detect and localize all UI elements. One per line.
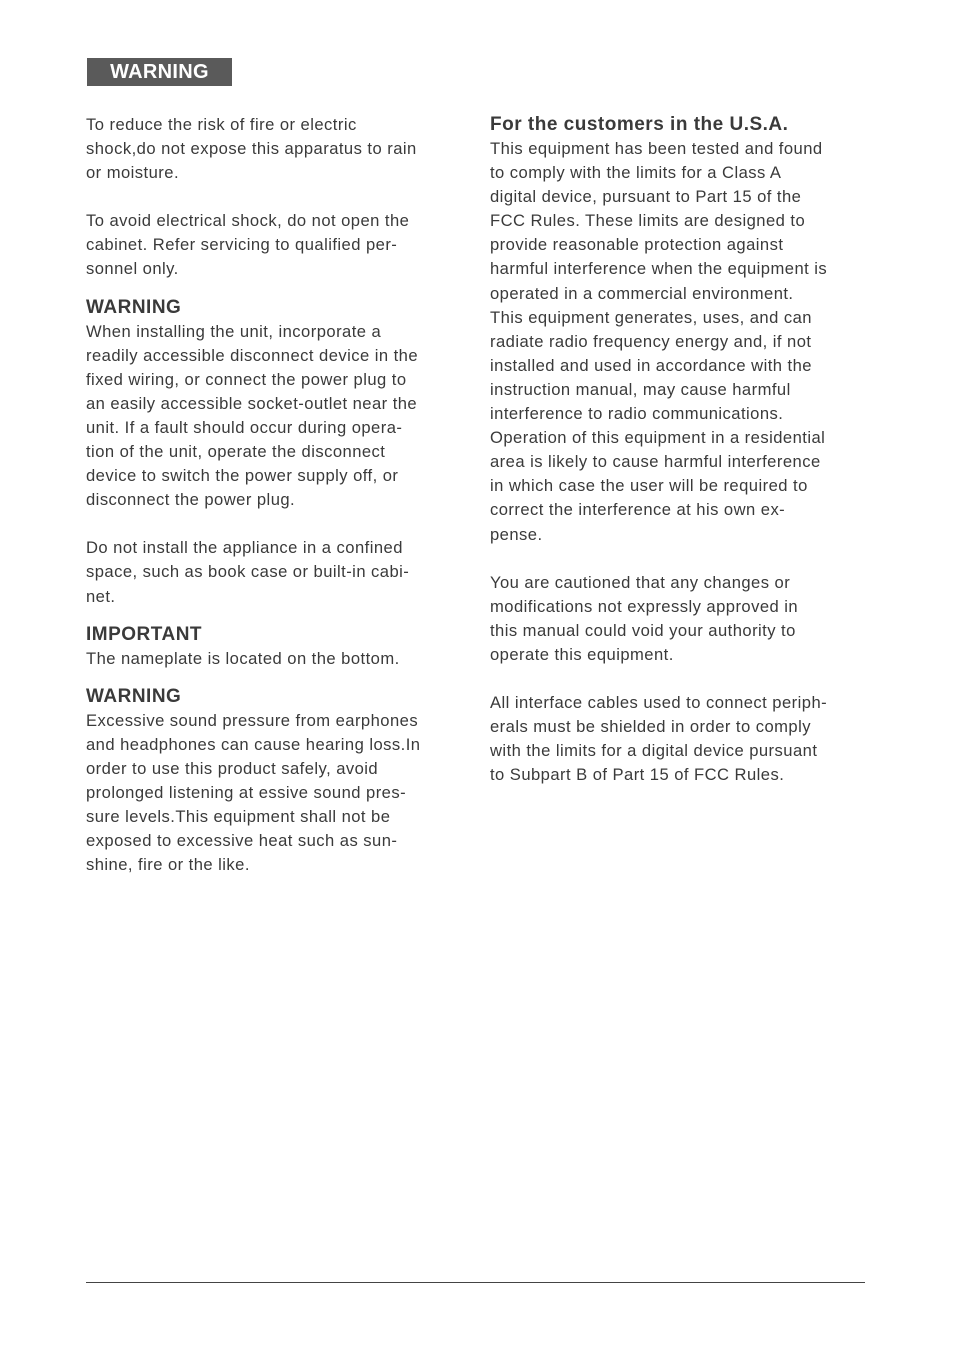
modifications-caution-text: You are cautioned that any changes or modifications not expressly approved in this manual could void your authority to operate this equipment. <box>490 572 799 664</box>
footer-divider <box>86 1282 865 1283</box>
right-column <box>490 113 870 787</box>
confined-space-paragraph: Do not install the appliance in a confined space, such as book case or built-in cabi- net. <box>86 538 410 606</box>
usa-customers-heading: For the customers in the U.S.A. <box>490 114 789 135</box>
warning-heading-sound: WARNING <box>86 685 182 707</box>
installation-warning-text: When installing the unit, incorporate a readily accessible disconnect device in the fixed wiring, or connect the power plug to an easily accessible socket-outlet near the unit. If a fault should occur during opera- tion of the unit, operate the disconnect device to switch the power supply off, or disconnect the power plug. <box>86 321 419 510</box>
warning-heading-installation: WARNING <box>86 296 182 318</box>
sound-pressure-text: Excessive sound pressure from earphones and headphones can cause hearing loss.In order to use this product safely, avoid prolonged listening at essive sound pres- sure levels.This equipment shall not be exposed to excessive heat such as sun- shine, fire or the like. <box>86 710 421 875</box>
warning-badge: WARNING <box>87 58 232 86</box>
left-column <box>86 113 464 877</box>
fire-shock-paragraph: To reduce the risk of fire or electric shock,do not expose this apparatus to rain or moisture. <box>86 115 417 183</box>
fcc-compliance-text: This equipment has been tested and found to comply with the limits for a Class A digital device, pursuant to Part 15 of the FCC Rules. These limits are designed to provide reasonable protection against harmful interference when the equipment is operated in a commercial environment. This equipment generates, uses, and can radiate radio frequency energy and, if not installed and used in accordance with the instruction manual, may cause harmful interference to radio communications. Operation of this equipment in a residential area is likely to cause harmful interference in which case the user will be required to correct the interference at his own ex- pense. <box>490 139 828 544</box>
nameplate-text: The nameplate is located on the bottom. <box>86 648 400 668</box>
cabinet-paragraph: To avoid electrical shock, do not open the cabinet. Refer servicing to qualified per- sonnel only. <box>86 211 410 279</box>
important-heading: IMPORTANT <box>86 623 203 645</box>
shielded-cables-text: All interface cables used to connect periph- erals must be shielded in order to comply with the limits for a digital device pursuant to Subpart B of Part 15 of FCC Rules. <box>490 692 828 785</box>
